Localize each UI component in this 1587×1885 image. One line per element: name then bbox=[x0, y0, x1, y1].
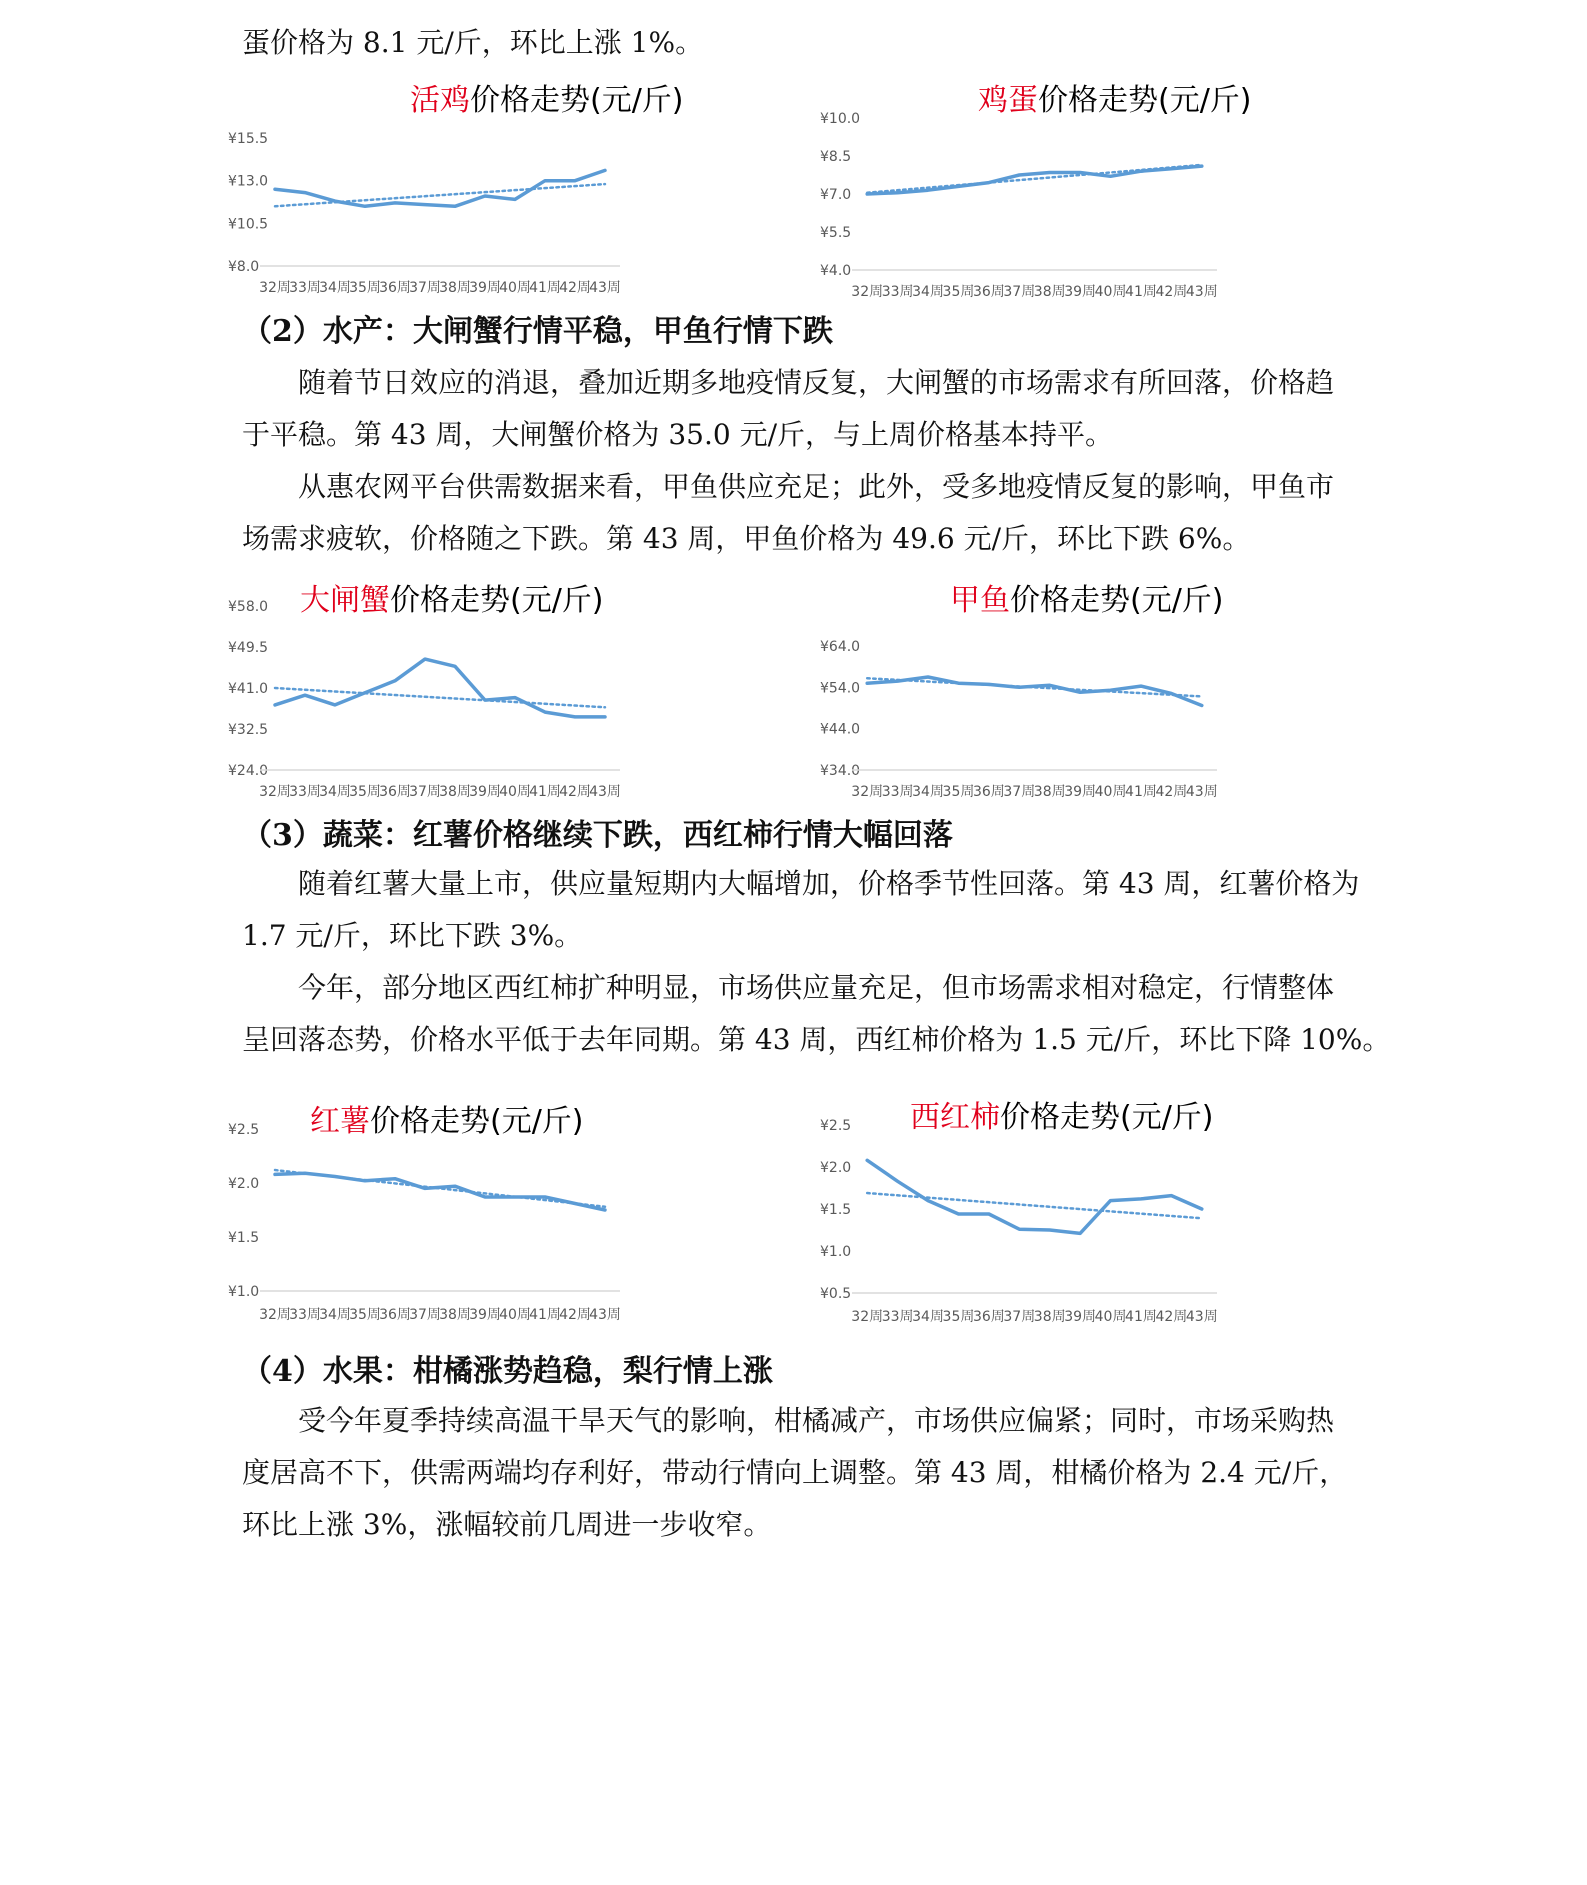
x-tick-label: 41周 bbox=[529, 784, 561, 800]
paragraph-line: 环比上涨 3%，涨幅较前几周进一步收窄。 bbox=[242, 1508, 772, 1541]
x-tick-label: 39周 bbox=[469, 784, 501, 800]
x-tick-label: 35周 bbox=[942, 284, 975, 300]
section-heading-fruit: （4）水果：柑橘涨势趋稳，梨行情上涨 bbox=[242, 1354, 773, 1389]
x-tick-label: 35周 bbox=[349, 1307, 381, 1323]
x-tick-label: 35周 bbox=[349, 280, 381, 296]
y-tick-label: ¥5.5 bbox=[820, 225, 852, 241]
chart-title-text: 价格走势(元/斤) bbox=[1010, 583, 1224, 618]
section-heading-aquatic: （2）水产：大闸蟹行情平稳，甲鱼行情下跌 bbox=[242, 314, 833, 349]
paragraph-line: 今年，部分地区西红柿扩种明显，市场供应量充足，但市场需求相对稳定，行情整体 bbox=[298, 971, 1335, 1004]
chart-title-text: 价格走势(元/斤) bbox=[370, 1104, 584, 1139]
series-line bbox=[275, 170, 605, 206]
y-tick-label: ¥10.0 bbox=[820, 111, 861, 127]
x-tick-label: 32周 bbox=[259, 280, 291, 296]
x-tick-label: 32周 bbox=[851, 1309, 884, 1325]
x-tick-label: 43周 bbox=[1185, 1309, 1218, 1325]
section-heading-vegetables: （3）蔬菜：红薯价格继续下跌，西红柿行情大幅回落 bbox=[242, 818, 953, 853]
y-tick-label: ¥41.0 bbox=[228, 681, 269, 697]
x-tick-label: 32周 bbox=[259, 1307, 291, 1323]
x-tick-label: 43周 bbox=[1185, 784, 1218, 800]
x-tick-label: 37周 bbox=[1003, 784, 1036, 800]
chart-title bbox=[310, 1104, 584, 1139]
series-line bbox=[275, 659, 605, 717]
chart-turtle bbox=[800, 583, 1340, 810]
chart-crab-svg bbox=[228, 583, 770, 810]
chart-title-highlight: 大闸蟹 bbox=[300, 583, 390, 618]
chart-title-highlight: 甲鱼 bbox=[950, 583, 1010, 618]
paragraph-line: 随着红薯大量上市，供应量短期内大幅增加，价格季节性回落。第 43 周，红薯价格为 bbox=[298, 867, 1360, 900]
x-tick-label: 36周 bbox=[379, 784, 411, 800]
y-tick-label: ¥54.0 bbox=[820, 680, 861, 697]
x-tick-label: 40周 bbox=[499, 784, 531, 800]
y-tick-label: ¥2.5 bbox=[228, 1122, 260, 1138]
x-tick-label: 41周 bbox=[1125, 1309, 1157, 1325]
chart-tomato bbox=[800, 1095, 1340, 1330]
x-tick-label: 33周 bbox=[881, 784, 914, 800]
paragraph-line: 度居高不下，供需两端均存利好，带动行情向上调整。第 43 周，柑橘价格为 2.4 元/斤， bbox=[242, 1456, 1348, 1489]
x-tick-label: 34周 bbox=[319, 280, 351, 296]
x-tick-label: 34周 bbox=[319, 1307, 351, 1323]
chart-title-text: 价格走势(元/斤) bbox=[1000, 1100, 1214, 1135]
x-tick-label: 39周 bbox=[1064, 284, 1097, 300]
x-tick-label: 37周 bbox=[409, 280, 441, 296]
chart-sweet-potato bbox=[230, 1095, 770, 1330]
chart-title-highlight: 西红柿 bbox=[910, 1100, 1000, 1135]
series-line bbox=[867, 166, 1202, 194]
y-tick-label: ¥2.0 bbox=[820, 1160, 852, 1176]
chart-crab bbox=[228, 583, 770, 810]
x-tick-label: 37周 bbox=[409, 1307, 441, 1323]
y-tick-label: ¥4.0 bbox=[820, 263, 852, 279]
trendline bbox=[275, 184, 605, 206]
chart-title-text: 价格走势(元/斤) bbox=[1038, 83, 1252, 118]
chart-tomato-svg bbox=[800, 1095, 1340, 1330]
x-tick-label: 41周 bbox=[529, 280, 561, 296]
y-tick-label: ¥8.5 bbox=[820, 149, 852, 165]
y-tick-label: ¥34.0 bbox=[820, 763, 861, 779]
x-tick-label: 41周 bbox=[1125, 284, 1157, 300]
x-tick-label: 42周 bbox=[1155, 284, 1188, 300]
chart-title-highlight: 鸡蛋 bbox=[978, 83, 1038, 118]
y-tick-label: ¥1.5 bbox=[228, 1230, 260, 1246]
series-line bbox=[275, 1173, 605, 1210]
x-tick-label: 34周 bbox=[912, 284, 944, 300]
chart-title bbox=[910, 1100, 1214, 1135]
x-tick-label: 40周 bbox=[1094, 784, 1127, 800]
x-tick-label: 33周 bbox=[881, 284, 914, 300]
x-tick-label: 40周 bbox=[499, 1307, 531, 1323]
x-tick-label: 39周 bbox=[469, 1307, 501, 1323]
x-tick-label: 39周 bbox=[469, 280, 501, 296]
chart-title-highlight: 红薯 bbox=[310, 1104, 370, 1139]
x-tick-label: 42周 bbox=[559, 1307, 591, 1323]
x-tick-label: 42周 bbox=[1155, 1309, 1188, 1325]
y-tick-label: ¥49.5 bbox=[228, 640, 269, 656]
x-tick-label: 40周 bbox=[499, 280, 531, 296]
x-tick-label: 38周 bbox=[1033, 284, 1066, 300]
x-tick-label: 38周 bbox=[1033, 1309, 1066, 1325]
y-tick-label: ¥15.5 bbox=[228, 131, 269, 147]
paragraph-line: 呈回落态势，价格水平低于去年同期。第 43 周，西红柿价格为 1.5 元/斤，环比下降 10%。 bbox=[242, 1023, 1391, 1056]
paragraph-line: 场需求疲软，价格随之下跌。第 43 周，甲鱼价格为 49.6 元/斤，环比下跌 6%。 bbox=[242, 522, 1251, 555]
x-tick-label: 42周 bbox=[559, 280, 591, 296]
x-tick-label: 43周 bbox=[589, 280, 621, 296]
x-tick-label: 40周 bbox=[1094, 284, 1127, 300]
x-tick-label: 36周 bbox=[972, 1309, 1005, 1325]
y-tick-label: ¥64.0 bbox=[820, 639, 861, 655]
x-tick-label: 43周 bbox=[589, 784, 621, 800]
chart-title-text: 价格走势(元/斤) bbox=[390, 583, 604, 618]
x-tick-label: 37周 bbox=[1003, 284, 1036, 300]
x-tick-label: 38周 bbox=[1033, 784, 1066, 800]
paragraph-line: 蛋价格为 8.1 元/斤，环比上涨 1%。 bbox=[242, 26, 704, 59]
x-tick-label: 39周 bbox=[1064, 784, 1097, 800]
chart-sweet-potato-svg bbox=[230, 1095, 770, 1330]
chart-title-highlight: 活鸡 bbox=[410, 83, 470, 118]
trendline bbox=[275, 688, 605, 707]
y-tick-label: ¥24.0 bbox=[228, 763, 269, 779]
y-tick-label: ¥10.5 bbox=[228, 216, 269, 233]
y-tick-label: ¥44.0 bbox=[820, 721, 861, 738]
x-tick-label: 34周 bbox=[912, 1309, 944, 1325]
x-tick-label: 33周 bbox=[289, 784, 321, 800]
x-tick-label: 37周 bbox=[409, 784, 441, 800]
x-tick-label: 32周 bbox=[851, 284, 884, 300]
y-tick-label: ¥7.0 bbox=[820, 187, 852, 203]
chart-egg-svg bbox=[800, 83, 1340, 365]
x-tick-label: 33周 bbox=[289, 280, 321, 296]
x-tick-label: 33周 bbox=[881, 1309, 914, 1325]
x-tick-label: 36周 bbox=[379, 280, 411, 296]
x-tick-label: 43周 bbox=[1185, 284, 1218, 300]
chart-turtle-svg bbox=[800, 583, 1340, 810]
x-tick-label: 32周 bbox=[259, 784, 291, 800]
paragraph-line: 随着节日效应的消退，叠加近期多地疫情反复，大闸蟹的市场需求有所回落，价格趋 bbox=[298, 366, 1335, 399]
x-tick-label: 37周 bbox=[1003, 1309, 1036, 1325]
x-tick-label: 41周 bbox=[1125, 784, 1157, 800]
y-tick-label: ¥32.5 bbox=[228, 722, 269, 738]
x-tick-label: 38周 bbox=[439, 280, 471, 296]
chart-title-text: 价格走势(元/斤) bbox=[470, 83, 684, 118]
x-tick-label: 39周 bbox=[1064, 1309, 1097, 1325]
y-tick-label: ¥8.0 bbox=[228, 259, 260, 275]
x-tick-label: 33周 bbox=[289, 1307, 321, 1323]
y-tick-label: ¥13.0 bbox=[228, 173, 269, 190]
x-tick-label: 36周 bbox=[379, 1307, 411, 1323]
chart-title bbox=[950, 583, 1224, 618]
x-tick-label: 38周 bbox=[439, 1307, 471, 1323]
x-tick-label: 34周 bbox=[319, 784, 351, 800]
chart-title bbox=[978, 83, 1252, 118]
chart-title bbox=[300, 583, 604, 618]
x-tick-label: 43周 bbox=[589, 1307, 621, 1323]
chart-egg bbox=[800, 83, 1340, 365]
y-tick-label: ¥0.5 bbox=[820, 1286, 852, 1302]
y-tick-label: ¥1.5 bbox=[820, 1202, 852, 1218]
paragraph-line: 受今年夏季持续高温干旱天气的影响，柑橘减产，市场供应偏紧；同时，市场采购热 bbox=[298, 1404, 1335, 1437]
x-tick-label: 41周 bbox=[529, 1307, 561, 1323]
x-tick-label: 38周 bbox=[439, 784, 471, 800]
x-tick-label: 35周 bbox=[349, 784, 381, 800]
x-tick-label: 36周 bbox=[972, 284, 1005, 300]
x-tick-label: 32周 bbox=[851, 784, 884, 800]
x-tick-label: 35周 bbox=[942, 1309, 975, 1325]
x-tick-label: 34周 bbox=[912, 784, 944, 800]
x-tick-label: 35周 bbox=[942, 784, 975, 800]
paragraph-line: 1.7 元/斤，环比下跌 3%。 bbox=[242, 919, 583, 952]
y-tick-label: ¥1.0 bbox=[820, 1244, 852, 1260]
y-tick-label: ¥1.0 bbox=[228, 1284, 260, 1300]
x-tick-label: 42周 bbox=[559, 784, 591, 800]
x-tick-label: 36周 bbox=[972, 784, 1005, 800]
y-tick-label: ¥2.5 bbox=[820, 1118, 852, 1134]
paragraph-line: 于平稳。第 43 周，大闸蟹价格为 35.0 元/斤，与上周价格基本持平。 bbox=[242, 418, 1114, 451]
x-tick-label: 40周 bbox=[1094, 1309, 1127, 1325]
chart-title bbox=[410, 83, 684, 118]
x-tick-label: 42周 bbox=[1155, 784, 1188, 800]
y-tick-label: ¥2.0 bbox=[228, 1176, 260, 1192]
paragraph-line: 从惠农网平台供需数据来看，甲鱼供应充足；此外，受多地疫情反复的影响，甲鱼市 bbox=[298, 470, 1335, 503]
y-tick-label: ¥58.0 bbox=[228, 599, 269, 615]
